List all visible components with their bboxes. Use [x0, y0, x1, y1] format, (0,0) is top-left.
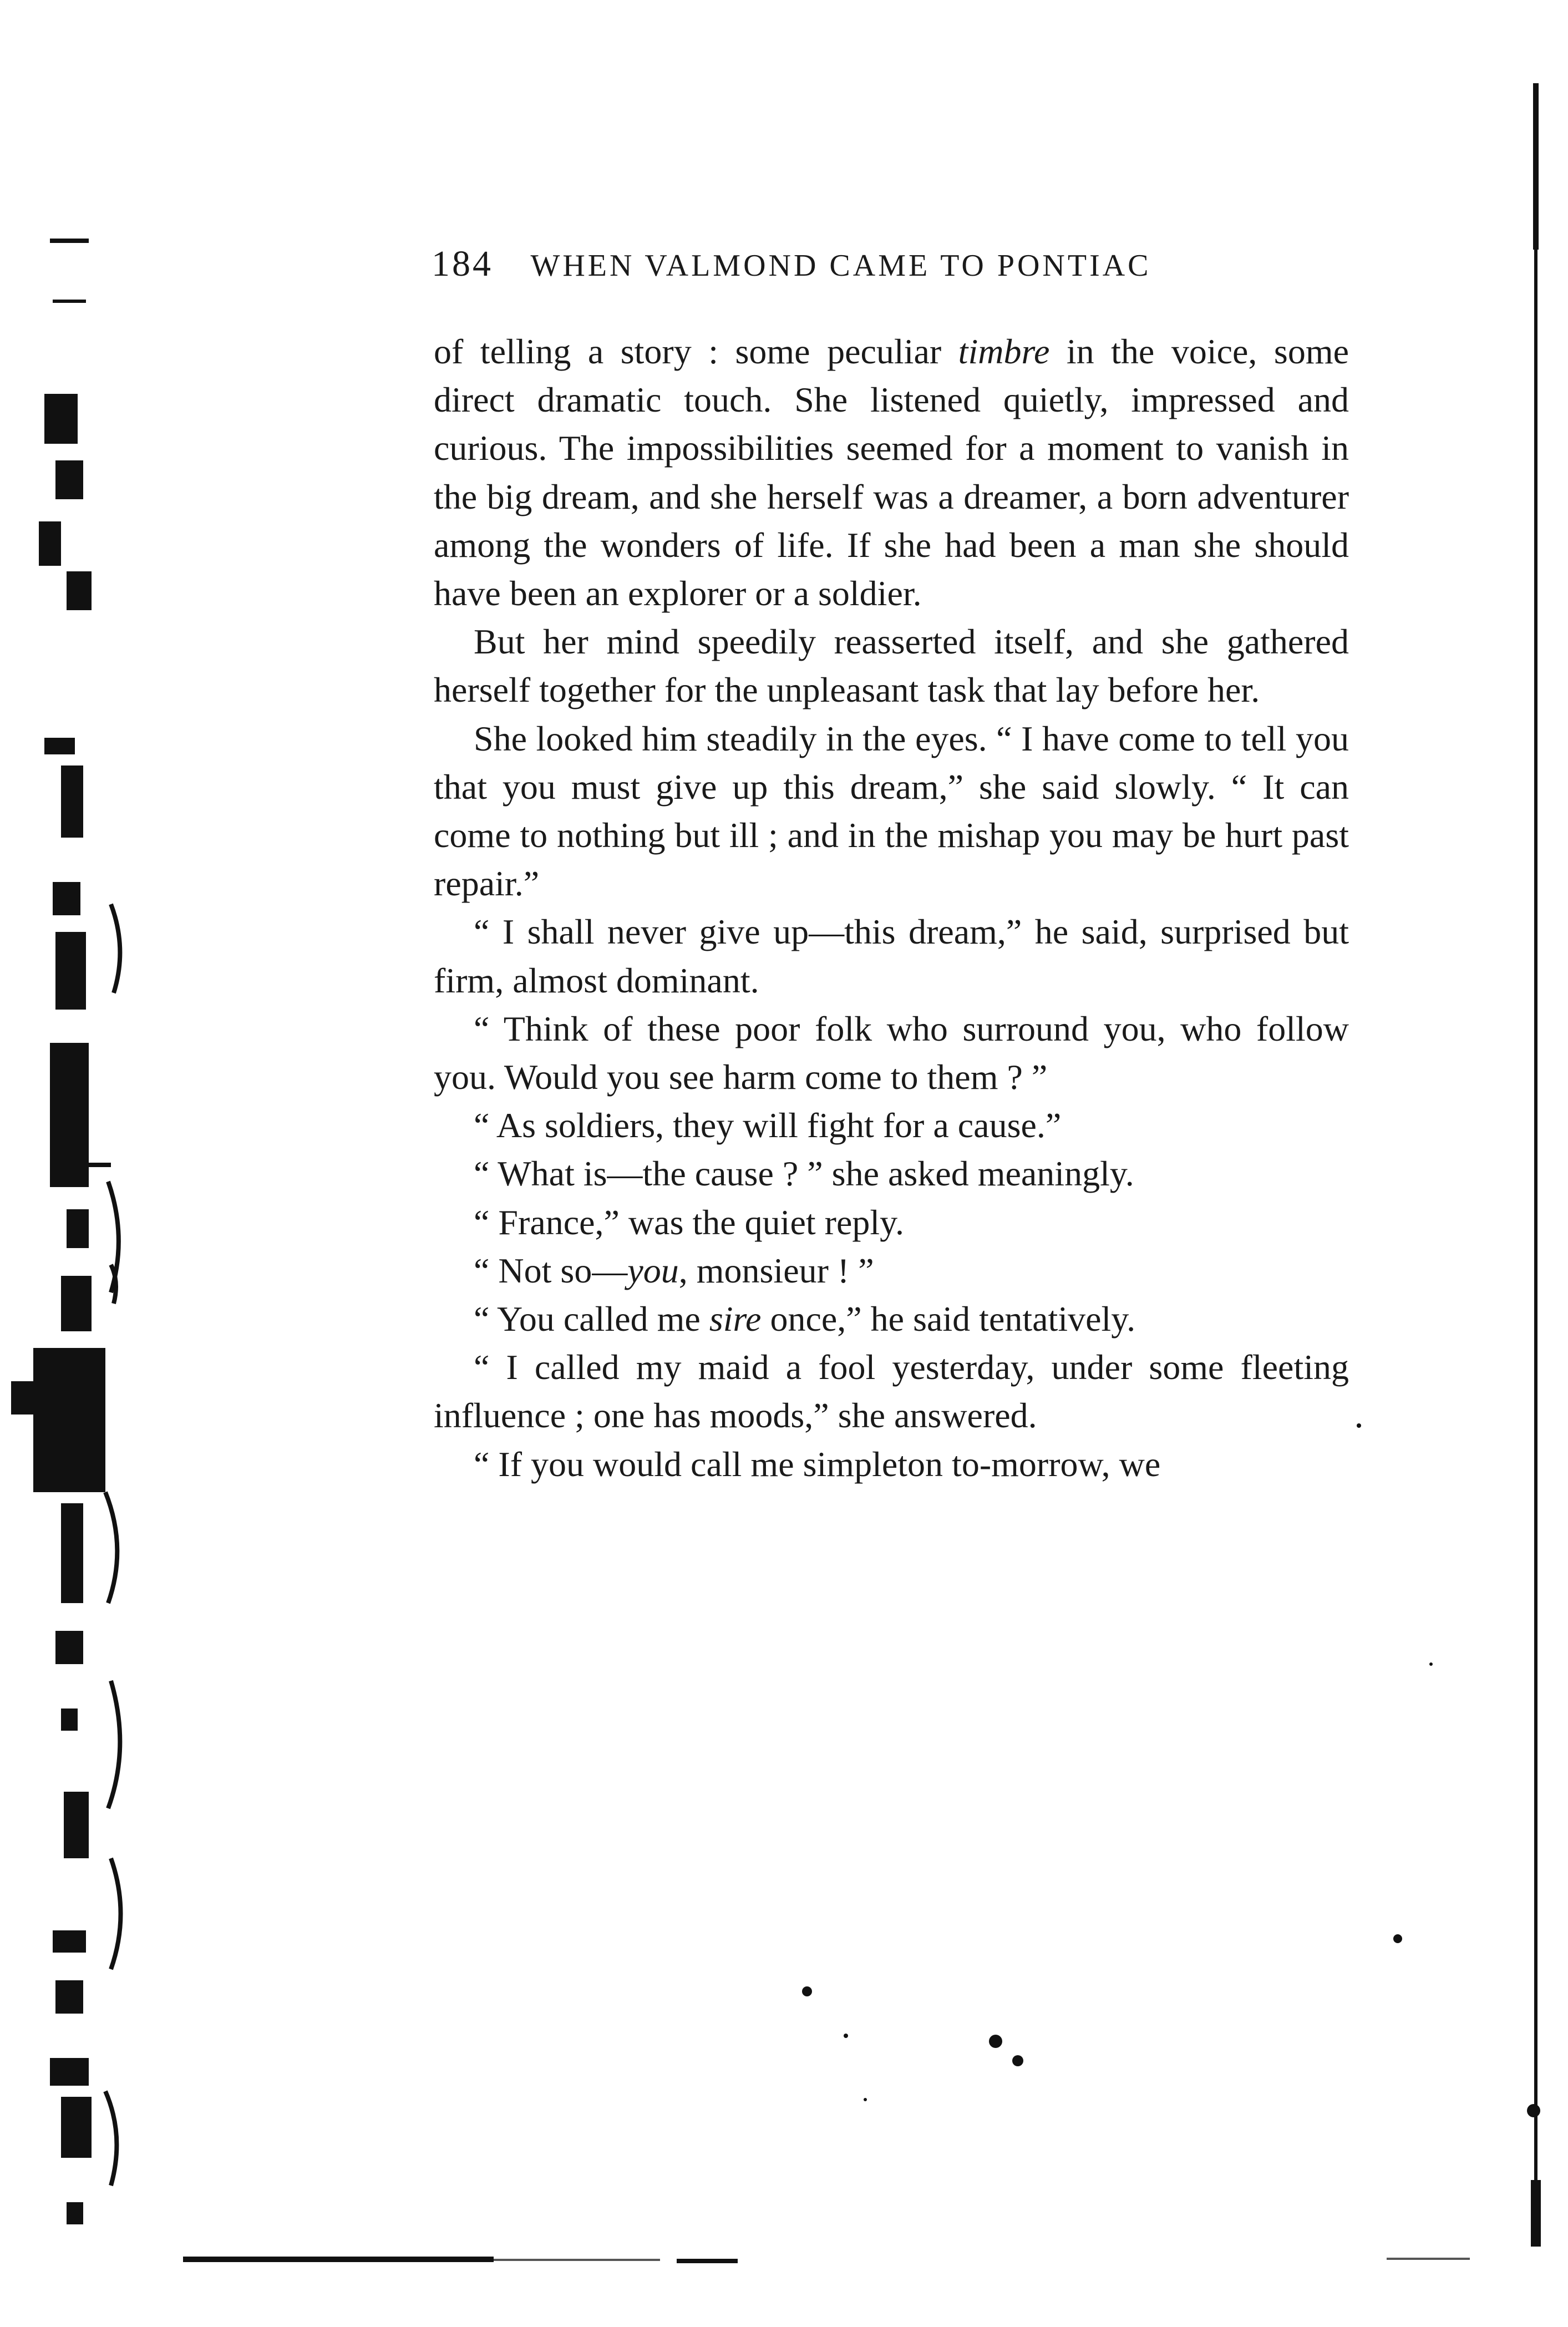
body-text	[434, 327, 1349, 1488]
paragraph	[434, 1149, 1349, 1198]
paragraph	[434, 1198, 1349, 1246]
text-run: She looked him steadily in the eyes. “ I have come to tell you that you must give up this dream,” she said slowly. “ It can come to nothing but ill ; and in the mishap you may be hurt past repair.”	[434, 718, 1349, 904]
paragraph	[434, 908, 1349, 1004]
right-edge-line	[1531, 83, 1541, 2247]
paragraph	[434, 327, 1349, 617]
text-run: once,” he said tentatively.	[761, 1299, 1136, 1339]
paragraph	[434, 1005, 1349, 1101]
binding-artifacts-graphic	[0, 83, 144, 2247]
paragraph	[434, 617, 1349, 714]
text-run: “ What is—the cause ? ” she asked meaningly.	[474, 1154, 1134, 1194]
bottom-scan-line-graphic	[183, 2252, 1486, 2269]
paragraph	[434, 714, 1349, 908]
text-run: “ I called my maid a fool yesterday, under some fleeting influence ; one has moods,” she answered.	[434, 1347, 1349, 1436]
italic-text: timbre	[958, 332, 1050, 371]
italic-text: you	[627, 1250, 679, 1290]
binding-artifacts	[0, 83, 144, 2247]
text-run: “ As soldiers, they will fight for a cause.”	[474, 1106, 1062, 1145]
paragraph	[434, 1246, 1349, 1295]
text-run: “ Think of these poor folk who surround you, who follow you. Would you see harm come to them ? ”	[434, 1008, 1349, 1097]
paragraph	[434, 1295, 1349, 1343]
text-run: in the voice, some direct dramatic touch. She listened quietly, impressed and curious. The impossibilities seemed for a moment to vanish in the big dream, and she herself was a dreamer, a born adventurer among the wonders of life. If she had been a man she should have been an explorer or a soldier.	[434, 332, 1349, 614]
text-run: , monsieur ! ”	[678, 1250, 874, 1290]
text-run: “ You called me	[474, 1299, 709, 1339]
right-edge-line-graphic	[1531, 83, 1541, 2247]
page-number: 184	[432, 244, 493, 284]
running-header	[432, 243, 1397, 287]
text-run: But her mind speedily reasserted itself, and she gathered herself together for the unpleasant task that lay before her.	[434, 622, 1349, 710]
text-run: “ Not so—	[474, 1250, 628, 1290]
text-run: of telling a story : some peculiar	[434, 332, 958, 371]
running-title: WHEN VALMOND CAME TO PONTIAC	[530, 249, 1151, 283]
paragraph	[434, 1440, 1349, 1488]
text-run: “ France,” was the quiet reply.	[474, 1202, 904, 1242]
text-run: “ I shall never give up—this dream,” he said, surprised but firm, almost dominant.	[434, 912, 1349, 1000]
text-run: “ If you would call me simpleton to-morrow, we	[474, 1444, 1161, 1484]
bottom-scan-line	[183, 2252, 1486, 2269]
italic-text: sire	[709, 1299, 762, 1339]
paragraph	[434, 1101, 1349, 1149]
paragraph	[434, 1343, 1349, 1439]
